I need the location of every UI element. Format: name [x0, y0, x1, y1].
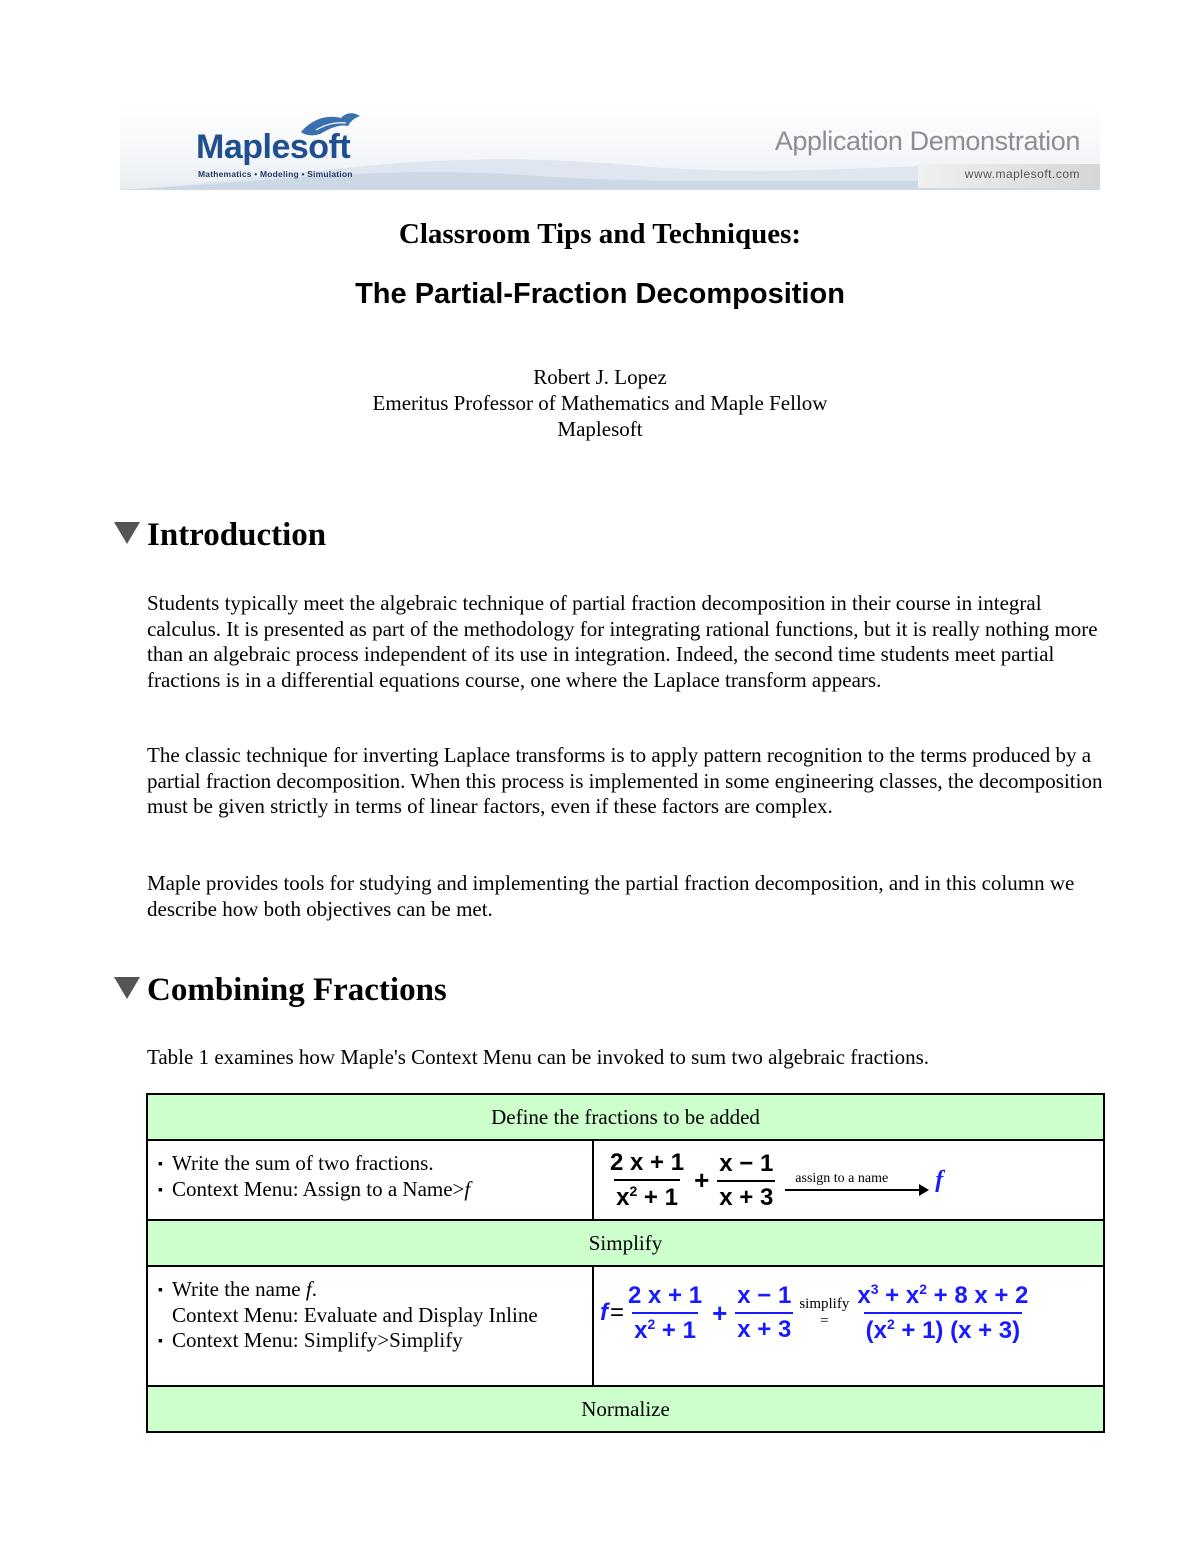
table-cell-instructions: [147, 1140, 593, 1220]
section-introduction-toggle[interactable]: [114, 517, 326, 557]
section-heading: Combining Fractions: [147, 972, 447, 1008]
header-banner: [120, 106, 1100, 190]
list-item: [158, 1328, 582, 1354]
name-f: f: [464, 1176, 471, 1201]
fraction: $\frac{2 x + 1}{x^2 + 1}$: [610, 1149, 685, 1211]
fraction: $\frac{x - 1}{x + 3}$: [737, 1282, 792, 1343]
maplesoft-logo: [196, 128, 350, 167]
table-cell-instructions: [147, 1266, 593, 1386]
table-header-normalize: Normalize: [147, 1386, 1104, 1432]
simplify-arrow: simplify =: [799, 1296, 850, 1329]
plus-sign: +: [712, 1297, 728, 1328]
section-heading: Introduction: [147, 517, 327, 553]
assigned-name-f: f: [935, 1167, 944, 1193]
fraction: $\frac{2 x + 1}{x^2 + 1}$: [628, 1281, 703, 1344]
fraction: $\frac{x - 1}{x + 3}$: [719, 1149, 774, 1211]
intro-paragraph-1: Students typically meet the algebraic technique of partial fraction decomposition in their course in integral calculus. It is presented as part of the methodology for integrating rational functions, but it is really nothing more than an algebraic process independent of its use in integration. Indeed, the second time students meet partial fractions is in a differential equations course, one where the Laplace transform appears.: [147, 591, 1098, 692]
table-cell-math[interactable]: [593, 1140, 1104, 1220]
table-1: [146, 1093, 1105, 1433]
website-url[interactable]: www.maplesoft.com: [964, 167, 1080, 181]
brand-soft: soft: [289, 128, 351, 166]
bullet-icon: ▪: [158, 1157, 163, 1172]
section-combining-fractions-toggle[interactable]: [114, 972, 447, 1012]
bullet-icon: ▪: [158, 1283, 163, 1298]
bullet-icon: ▪: [158, 1182, 163, 1198]
list-item-text: Context Menu: Assign to a Name>: [172, 1176, 465, 1201]
author-organization: Maplesoft: [557, 417, 643, 441]
author-role: Emeritus Professor of Mathematics and Maple Fellow: [372, 391, 828, 415]
combining-paragraph-1: Table 1 examines how Maple's Context Menu can be invoked to sum two algebraic fractions.: [147, 1045, 930, 1069]
author-block: [0, 364, 1200, 442]
arrow-icon: [785, 1189, 927, 1191]
list-item: [158, 1177, 582, 1203]
list-item: [158, 1151, 582, 1177]
name-f: f: [305, 1277, 312, 1301]
intro-paragraph-3: Maple provides tools for studying and implementing the partial fraction decomposition, and in this column we describe how both objectives can be met.: [147, 871, 1075, 921]
list-item-text: Write the sum of two fractions.: [172, 1151, 434, 1175]
assign-arrow: assign to a name: [785, 1171, 927, 1191]
collapse-triangle-icon[interactable]: [114, 977, 140, 999]
application-demonstration-label: Application Demonstration: [774, 126, 1080, 156]
author-name: Robert J. Lopez: [533, 365, 667, 389]
bullet-icon: ▪: [158, 1334, 163, 1349]
brand-tagline: Mathematics • Modeling • Simulation: [198, 169, 353, 179]
table-header-simplify: Simplify: [147, 1220, 1104, 1266]
intro-paragraph-2: The classic technique for inverting Laplace transforms is to apply pattern recognition to the terms produced by a partial fraction decomposition. When this process is implemented in some engineering classes, the decomposition must be given strictly in terms of linear factors, even if these factors are complex.: [147, 743, 1103, 818]
collapse-triangle-icon[interactable]: [114, 522, 140, 544]
result-fraction: $\frac{x^3 + x^2 + 8 x + 2}{(x^2 + 1) (x + 3)}$: [857, 1281, 1029, 1344]
math-expression[interactable]: f = $\frac{2 x + 1}{x^2 + 1}$ + $\frac{x - 1}{x + 3}$ simplify = $\frac{x^3 + x^2 + 8 x + 2}{(x^2 + 1) (x + 3)}$: [600, 1281, 1029, 1344]
document-subtitle: The Partial-Fraction Decomposition: [355, 278, 845, 310]
table-cell-math[interactable]: [593, 1266, 1104, 1386]
plus-sign: +: [694, 1165, 710, 1195]
list-item-text: Context Menu: Simplify>Simplify: [172, 1328, 463, 1352]
document-title: Classroom Tips and Techniques:: [398, 218, 802, 250]
list-item-continuation: Context Menu: Evaluate and Display Inline: [172, 1302, 538, 1327]
math-expression[interactable]: [594, 1141, 1103, 1212]
math-f: f: [600, 1299, 608, 1326]
brand-maple: Maple: [196, 128, 290, 166]
list-item: ▪ Write the name f.: [158, 1277, 582, 1303]
table-header-define: Define the fractions to be added: [147, 1094, 1104, 1140]
